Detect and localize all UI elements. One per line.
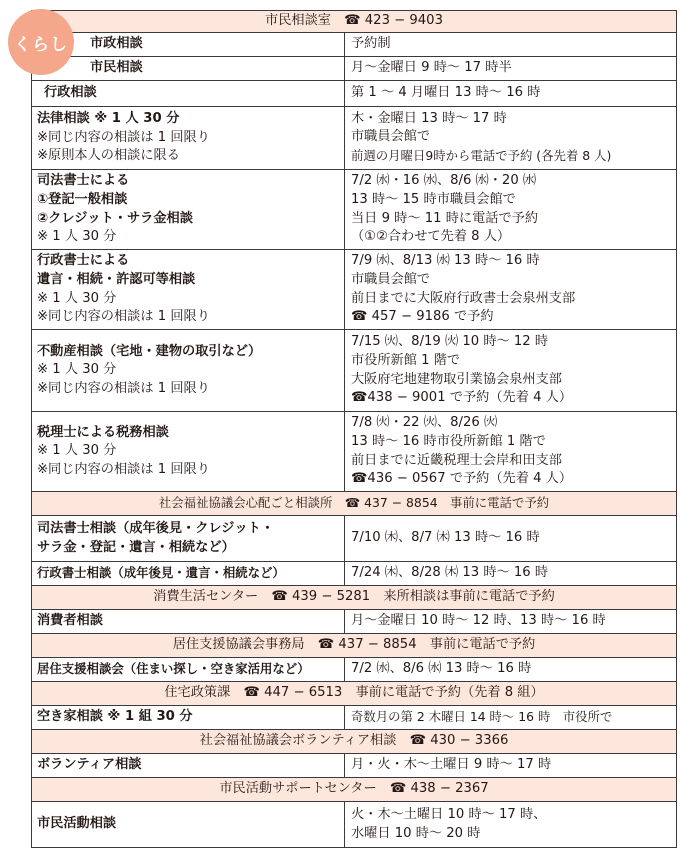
row-value-administrative-consultation: 第 1 〜 4 月曜日 13 時〜 16 時 [345, 81, 677, 107]
consultation-table [31, 10, 677, 848]
row-label-judicial-scrivener: 司法書士による ①登記一般相談 ②クレジット・サラ金相談 ※ 1 人 30 分 [32, 170, 345, 250]
row-value-real-estate: 7/15 ㈫、8/19 ㈫ 10 時〜 12 時 市役所新館 1 階で 大阪府宅地建物取引業協会泉州支部 ☎438 − 9001 で予約（先着 4 人） [345, 330, 677, 412]
row-value-vacant-house: 奇数月の第 2 木曜日 14 時〜 16 時 市役所で [345, 706, 677, 730]
section-header-civic-activity-center: 市民活動サポートセンター ☎ 438 − 2367 [32, 778, 677, 802]
row-value-administrative-scrivener: 7/9 ㈬、8/13 ㈬ 13 時〜 16 時 市職員会館で 前日までに大阪府行政書士会泉州支部 ☎ 457 − 9186 で予約 [345, 250, 677, 330]
row-label-tax: 税理士による税務相談 ※ 1 人 30 分 ※同じ内容の相談は 1 回限り [32, 412, 345, 492]
section-header-volunteer: 社会福祉協議会ボランティア相談 ☎ 430 − 3366 [32, 730, 677, 754]
row-value-scrivener-guardianship: 7/10 ㈭、8/7 ㈭ 13 時〜 16 時 [345, 516, 677, 562]
row-value-tax: 7/8 ㈫・22 ㈫、8/26 ㈫ 13 時〜 16 時市役所新館 1 階で 前日までに近畿税理士会岸和田支部 ☎436 − 0567 で予約（先着 4 人） [345, 412, 677, 492]
row-label-housing-support: 居住支援相談会（住まい探し・空き家活用など） [32, 658, 345, 682]
category-badge: くらし [8, 9, 74, 75]
row-value-civic-activity: 火・木〜土曜日 10 時〜 17 時、 水曜日 10 時〜 20 時 [345, 802, 677, 848]
row-value-citizen-consultation: 月〜金曜日 9 時〜 17 時半 [345, 57, 677, 81]
row-label-administrative-scrivener-will: 行政書士相談（成年後見・遺言・相続など） [32, 562, 345, 586]
row-label-scrivener-guardianship: 司法書士相談（成年後見・クレジット・ サラ金・登記・遺言・相続など） [32, 516, 345, 562]
row-label-vacant-house: 空き家相談 ※ 1 組 30 分 [32, 706, 345, 730]
section-header-housing-support-council: 居住支援協議会事務局 ☎ 437 − 8854 事前に電話で予約 [32, 634, 677, 658]
row-value-judicial-scrivener: 7/2 ㈬・16 ㈬、8/6 ㈬・20 ㈬ 13 時〜 15 時市職員会館で 当日 9 時〜 11 時に電話で予約 （①②合わせて先着 8 人） [345, 170, 677, 250]
row-label-administrative-consultation: 行政相談 [32, 81, 345, 107]
row-value-administrative-scrivener-will: 7/24 ㈭、8/28 ㈭ 13 時〜 16 時 [345, 562, 677, 586]
row-value-volunteer: 月・火・木〜土曜日 9 時〜 17 時 [345, 754, 677, 778]
row-label-administrative-scrivener: 行政書士による 遺言・相続・許認可等相談 ※ 1 人 30 分 ※同じ内容の相談は 1 回限り [32, 250, 345, 330]
section-header-welfare-worry-consultation: 社会福祉協議会心配ごと相談所 ☎ 437 − 8854 事前に電話で予約 [32, 492, 677, 516]
row-value-consumer-consultation: 月〜金曜日 10 時〜 12 時、13 時〜 16 時 [345, 610, 677, 634]
section-header-citizen-consultation: 市民相談室 ☎ 423 − 9403 [32, 11, 677, 33]
row-label-volunteer: ボランティア相談 [32, 754, 345, 778]
row-label-municipal-consultation: 市政相談 [32, 33, 345, 57]
row-label-civic-activity: 市民活動相談 [32, 802, 345, 848]
row-value-municipal-consultation: 予約制 [345, 33, 677, 57]
section-header-consumer-center: 消費生活センター ☎ 439 − 5281 来所相談は事前に電話で予約 [32, 586, 677, 610]
row-label-consumer-consultation: 消費者相談 [32, 610, 345, 634]
row-value-legal-consultation: 木・金曜日 13 時〜 17 時 市職員会館で 前週の月曜日9時から電話で予約 (各先着 8 人) [345, 107, 677, 170]
row-label-real-estate: 不動産相談（宅地・建物の取引など） ※ 1 人 30 分 ※同じ内容の相談は 1 回限り [32, 330, 345, 412]
row-value-housing-support: 7/2 ㈬、8/6 ㈬ 13 時〜 16 時 [345, 658, 677, 682]
row-label-citizen-consultation: 市民相談 [32, 57, 345, 81]
row-label-legal-consultation: 法律相談 ※ 1 人 30 分 ※同じ内容の相談は 1 回限り ※原則本人の相談に限る [32, 107, 345, 170]
section-header-housing-policy: 住宅政策課 ☎ 447 − 6513 事前に電話で予約（先着 8 組） [32, 682, 677, 706]
